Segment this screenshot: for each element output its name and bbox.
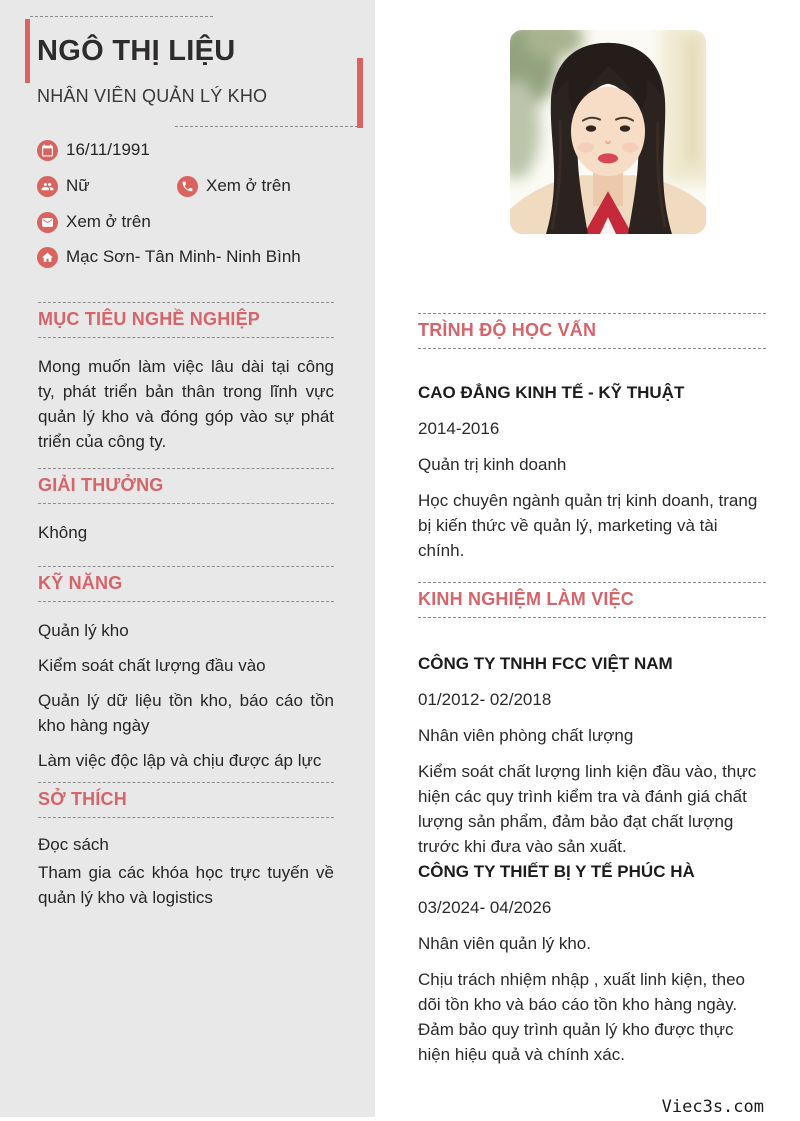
header-dash-bottom: [175, 126, 358, 127]
section-awards: [38, 468, 334, 545]
hobbies-heading: SỞ THÍCH: [38, 782, 334, 818]
job-role: Nhân viên phòng chất lượng: [418, 726, 634, 745]
job-description: Chịu trách nhiệm nhập , xuất linh kiện, theo dõi tồn kho và báo cáo tồn kho hàng ngày. Đảm bảo quy trình quản lý kho được thực hiện hiệu quả và chính xác.: [418, 970, 745, 1064]
skill-item: Kiểm soát chất lượng đầu vào: [38, 656, 266, 675]
profile-photo-illustration: [510, 30, 706, 234]
contact-row-gender: [37, 175, 90, 197]
skills-heading: KỸ NĂNG: [38, 566, 334, 602]
header-dash-top: [30, 16, 213, 17]
award-item: Không: [38, 523, 88, 542]
experience-heading: KINH NGHIỆM LÀM VIỆC: [418, 582, 766, 618]
education-description: Học chuyên ngành quản trị kinh doanh, trang bị kiến thức về quản lý, marketing và tài chính.: [418, 491, 758, 560]
phone-icon: [177, 176, 198, 197]
awards-heading: GIẢI THƯỞNG: [38, 468, 334, 504]
sidebar-background: [0, 0, 375, 1117]
education-school: CAO ĐẲNG KINH TẾ - KỸ THUẬT: [418, 383, 685, 402]
candidate-job-title: NHÂN VIÊN QUẢN LÝ KHO: [37, 86, 268, 106]
objective-heading: MỤC TIÊU NGHỀ NGHIỆP: [38, 302, 334, 338]
address-value: Mạc Sơn- Tân Minh- Ninh Bình: [66, 247, 301, 266]
home-icon: [37, 247, 58, 268]
section-experience: [418, 582, 766, 1067]
job-company: CÔNG TY THIẾT BỊ Y TẾ PHÚC HÀ: [418, 862, 695, 881]
phone-value: Xem ở trên: [206, 176, 291, 195]
job-period: 03/2024- 04/2026: [418, 898, 552, 917]
site-watermark: Viec3s.com: [661, 1097, 764, 1117]
skill-item: Làm việc độc lập và chịu được áp lực: [38, 751, 322, 770]
header-accent-bar-right: [357, 58, 363, 128]
job-entry: [418, 651, 766, 859]
job-period: 01/2012- 02/2018: [418, 690, 552, 709]
education-heading: TRÌNH ĐỘ HỌC VẤN: [418, 313, 766, 349]
calendar-icon: [37, 140, 58, 161]
email-value: Xem ở trên: [66, 212, 151, 231]
job-company: CÔNG TY TNHH FCC VIỆT NAM: [418, 654, 673, 673]
profile-photo: [510, 30, 706, 234]
contact-row-address: [37, 246, 301, 268]
section-objective: [38, 302, 334, 454]
education-major: Quản trị kinh doanh: [418, 455, 567, 474]
hobby-item: Đọc sách: [38, 835, 109, 854]
gender-value: Nữ: [66, 176, 90, 195]
skill-item: Quản lý dữ liệu tồn kho, báo cáo tồn kho hàng ngày: [38, 691, 334, 735]
contact-row-phone: [177, 175, 291, 197]
contact-row-email: [37, 211, 151, 233]
envelope-icon: [37, 212, 58, 233]
job-entry: [418, 859, 766, 1067]
birthday-value: 16/11/1991: [66, 140, 150, 159]
job-role: Nhân viên quản lý kho.: [418, 934, 591, 953]
objective-text: Mong muốn làm việc lâu dài tại công ty, phát triển bản thân trong lĩnh vực quản lý kho và đóng góp vào sự phát triển của công ty.: [38, 357, 334, 451]
people-icon: [37, 176, 58, 197]
education-period: 2014-2016: [418, 419, 500, 438]
hobby-item: Tham gia các khóa học trực tuyến về quản lý kho và logistics: [38, 863, 334, 907]
job-description: Kiểm soát chất lượng linh kiện đầu vào, thực hiện các quy trình kiểm tra và đánh giá chất lượng sản phẩm, đảm bảo đạt chất lượng trước khi đưa vào sản xuất.: [418, 762, 757, 856]
contact-row-birthday: [37, 139, 150, 161]
header-accent-bar-left: [25, 19, 30, 83]
skill-item: Quản lý kho: [38, 621, 129, 640]
candidate-name: NGÔ THỊ LIỆU: [37, 35, 236, 67]
section-hobbies: [38, 782, 334, 913]
section-skills: [38, 566, 334, 783]
section-education: [418, 313, 766, 563]
